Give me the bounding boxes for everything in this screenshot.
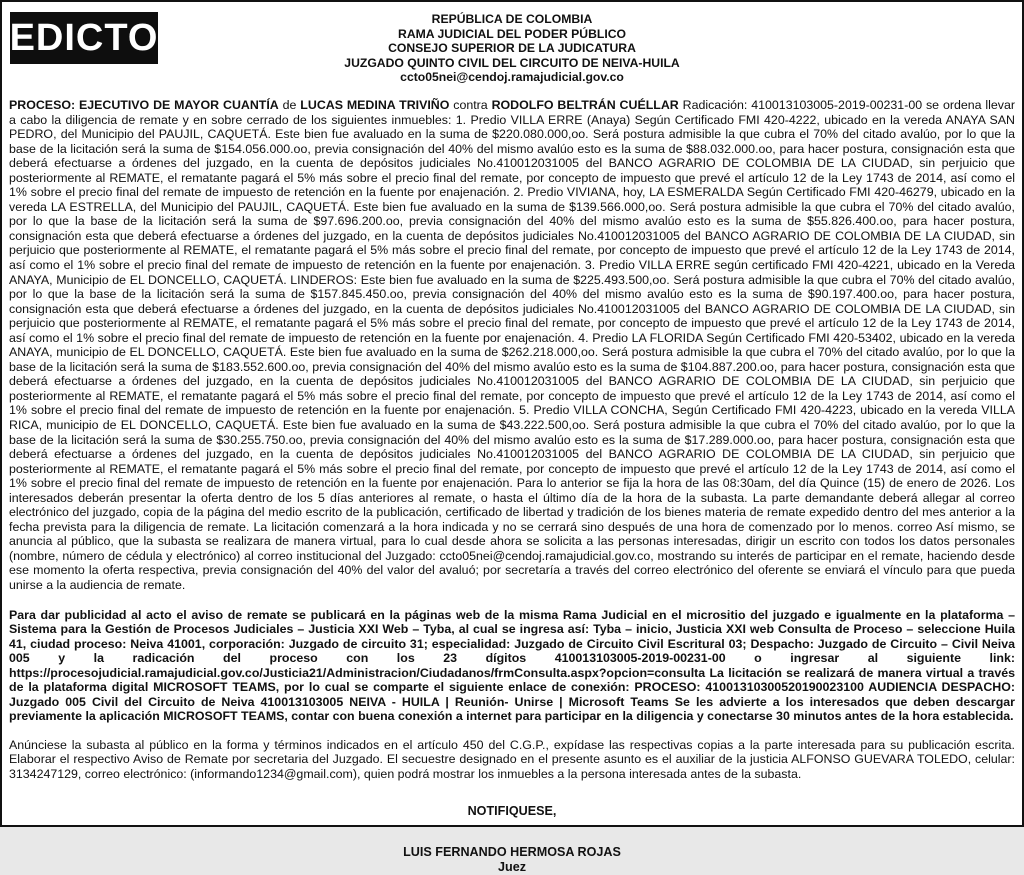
edicto-banner [10, 12, 158, 64]
header-court-line: JUZGADO QUINTO CIVIL DEL CIRCUITO DE NEIVA-HUILA [344, 55, 680, 70]
signature-block [9, 845, 1015, 875]
document-body [9, 98, 1015, 875]
notify-heading: NOTIFIQUESE, [467, 803, 557, 818]
judge-title: Juez [498, 859, 526, 874]
header-court-email: ccto05nei@cendoj.ramajudicial.gov.co [400, 70, 624, 85]
publicity-paragraph: Para dar publicidad al acto el aviso de remate se publicará en la páginas web de la misma Rama Judicial en el micrositio del juzgado e igualmente en la plataforma – Sistema para la Gestión de Procesos Judiciales – Justicia XXI Web – Tyba, al cual se ingresa así: Tyba – inicio, Justicia XXI web Consulta de Proceso – seleccione Huila 41, ciudad proceso: Neiva 41001, corporación: Juzgado de circuito 31; especialidad: Juzgado de Circuito Civil Escritural 03; Despacho: Juzgado de Circuito – Civil Neiva 005 y la radicación del proceso con los 23 dígitos 410013103005-2019-00231-00 o ingresar al siguiente link: https://procesojudicial.ramajudicial.gov.co/Justicia21/Administracion/Ciudadanos/frmConsulta.aspx?opcion=consulta La licitación se realizará de manera virtual a través de la plataforma digital MICROSOFT TEAMS, por lo cual se comparte el siguiente enlace de conexión: PROCESO: 41001310300520190023100 AUDIENCIA DESPACHO: Juzgado 005 Civil del Circuito de Neiva 410013103005 NEIVA - HUILA | Reunión- Unirse | Microsoft Teams Se les advierte a los interesados que deben descargar previamente la aplicación MICROSOFT TEAMS, contar con buena conexión a internet para participar en la diligencia y conectarse 30 minutos antes de la hora establecida. [9, 607, 1015, 724]
judge-name: LUIS FERNANDO HERMOSA ROJAS [403, 844, 621, 859]
header-republic-line: REPÚBLICA DE COLOMBIA [431, 12, 593, 26]
edicto-banner-label: EDICTO [9, 16, 159, 59]
header-council-line: CONSEJO SUPERIOR DE LA JUDICATURA [388, 41, 636, 56]
process-paragraph: PROCESO: EJECUTIVO DE MAYOR CUANTÍA de LUCAS MEDINA TRIVIÑO contra RODOLFO BELTRÁN CUÉLLAR Radicación: 410013103005-2019-00231-00 se ordena llevar a cabo la diligencia de remate y en sobre cerrado de los siguientes inmuebles: 1. Predio VILLA ERRE (Anaya) Según Certificado FMI 420-4222, ubicado en la vereda ANAYA SAN PEDRO, del Municipio del PAUJIL, CAQUETÁ. Este bien fue avaluado en la suma de $220.080.000,oo. Será postura admisible la que cubra el 70% del citado avalúo, por lo que la base de la licitación será la suma de $154.056.000.oo, previa consignación del 40% del mismo avalúo esto es la suma de $88.032.000.oo, para hacer postura, consignación esta que deberá efectuarse a órdenes del juzgado, en la cuenta de depósitos judiciales No.410012031005 del BANCO AGRARIO DE COLOMBIA DE LA CIUDAD, sin perjuicio que posteriormente al REMATE, el rematante pagará el 5% más sobre el precio final del remate, por concepto de impuesto que prevé el artículo 12 de la Ley 1743 de 2014, así como el 1% sobre el precio final del remate de impuesto de retención en la fuente por enajenación. 2. Predio VIVIANA, hoy, LA ESMERALDA Según Certificado FMI 420-46279, ubicado en la vereda LA ESTRELLA, del Municipio del PAUJIL, CAQUETÁ. Este bien fue avaluado en la suma de $139.566.000,oo. Será postura admisible la que cubra el 70% del citado avalúo, por lo que la base de la licitación será la suma de $97.696.200.oo, previa consignación del 40% del mismo avalúo esto es la suma de $55.826.400.oo, para hacer postura, consignación esta que deberá efectuarse a órdenes del juzgado, en la cuenta de depósitos judiciales No.410012031005 del BANCO AGRARIO DE COLOMBIA DE LA CIUDAD, sin perjuicio que posteriormente al REMATE, el rematante pagará el 5% más sobre el precio final del remate, por concepto de impuesto que prevé el artículo 12 de la Ley 1743 de 2014, así como el 1% sobre el precio final del remate de impuesto de retención en la fuente por enajenación. 3. Predio VILLA ERRE según certificado FMI 420-4221, ubicado en la Vereda ANAYA, Municipio de EL DONCELLO, CAQUETÁ. LINDEROS: Este bien fue avaluado en la suma de $225.493.500,oo. Será postura admisible la que cubra el 70% del citado avalúo, por lo que la base de la licitación será la suma de $157.845.450.oo, previa consignación del 40% del mismo avalúo esto es la suma de $90.197.400.oo, para hacer postura, consignación esta que deberá efectuarse a órdenes del juzgado, en la cuenta de depósitos judiciales No.410012031005 del BANCO AGRARIO DE COLOMBIA DE LA CIUDAD, sin perjuicio que posteriormente al REMATE, el rematante pagará el 5% más sobre el precio final del remate, por concepto de impuesto que prevé el artículo 12 de la Ley 1743 de 2014, así como el 1% sobre el precio final del remate de impuesto de retención en la fuente por enajenación. 4. Predio LA FLORIDA Según Certificado FMI 420-53402, ubicado en la vereda ANAYA, municipio de EL DONCELLO, CAQUETÁ. Este bien fue avaluado en la suma de $262.218.000,oo. Será postura admisible la que cubra el 70% del citado avalúo, por lo que la base de la licitación será la suma de $183.552.600.oo, previa consignación del 40% del mismo avalúo esto es la suma de $104.887.200.oo, para hacer postura, consignación esta que deberá efectuarse a órdenes del juzgado, en la cuenta de depósitos judiciales No.410012031005 del BANCO AGRARIO DE COLOMBIA DE LA CIUDAD, sin perjuicio que posteriormente al REMATE, el rematante pagará el 5% más sobre el precio final del remate, por concepto de impuesto que prevé el artículo 12 de la Ley 1743 de 2014, así como el 1% sobre el precio final del remate de impuesto de retención en la fuente por enajenación. 5. Predio VILLA CONCHA, Según Certificado FMI 420-4223, ubicado en la vereda VILLA RICA, municipio de EL DONCELLO, CAQUETÁ. Este bien fue avaluado en la suma de $43.222.500,oo. Será postura admisible la que cubra el 70% del citado avalúo, por lo que la base de la licitación será la suma de $30.255.750.oo, previa consignación del 40% del mismo avalúo esto es la suma de $17.289.000.oo, para hacer postura, consignación esta que deberá efectuarse a órdenes del juzgado, en la cuenta de depósitos judiciales No.410012031005 del BANCO AGRARIO DE COLOMBIA DE LA CIUDAD, sin perjuicio que posteriormente al REMATE, el rematante pagará el 5% más sobre el precio final del remate, por concepto de impuesto que prevé el artículo 12 de la Ley 1743 de 2014, así como el 1% sobre el precio final del remate de impuesto de retención en la fuente por enajenación. Para lo anterior se fija la hora de las 08:30am, del día Quince (15) de enero de 2026. Los interesados deberán presentar la oferta dentro de los 5 días anteriores al remate, o hasta el último día de la hora de la subasta. La parte demandante deberá allegar al correo electrónico del juzgado, copia de la página del medio escrito de la publicación, certificado de libertad y tradición de los bienes materia de remate expedido dentro del mes anterior a la fecha prevista para la diligencia de remate. La licitación comenzará a la hora indicada y no se cerrará sino después de una hora de comenzado por lo menos. correo Así mismo, se anuncia al público, que la subasta se realizara de manera virtual, para lo cual desde ahora se solicita a las personas interesadas, dirigir un escrito con todos los datos personales (nombre, número de cédula y electrónico) al correo institucional del Juzgado: ccto05nei@cendoj.ramajudicial.gov.co, mostrando su interés de participar en el remate, haciendo desde ese momento la oferta respectiva, previa consignación del 40% del valor del avaluó; por secretaría a través del correo electrónico del oferente se enviará el vínculo para que pueda unirse a la audiencia de remate. [9, 97, 1016, 593]
announcement-paragraph: Anúnciese la subasta al público en la forma y términos indicados en el artículo 450 del C.G.P., expídase las respectivas copias a la parte interesada para su publicación escrita. Elaborar el respectivo Aviso de Remate por secretaria del Juzgado. El secuestre designado en el presente asunto es el auxiliar de la justicia ALFONSO GUEVARA TOLEDO, celular: 3134247129, correo electrónico: (informando1234@gmail.com), quien podrá mostrar los inmuebles a la persona interesada antes de la subasta. [9, 737, 1015, 782]
header-judicial-branch-line: RAMA JUDICIAL DEL PODER PÚBLICO [398, 26, 626, 41]
